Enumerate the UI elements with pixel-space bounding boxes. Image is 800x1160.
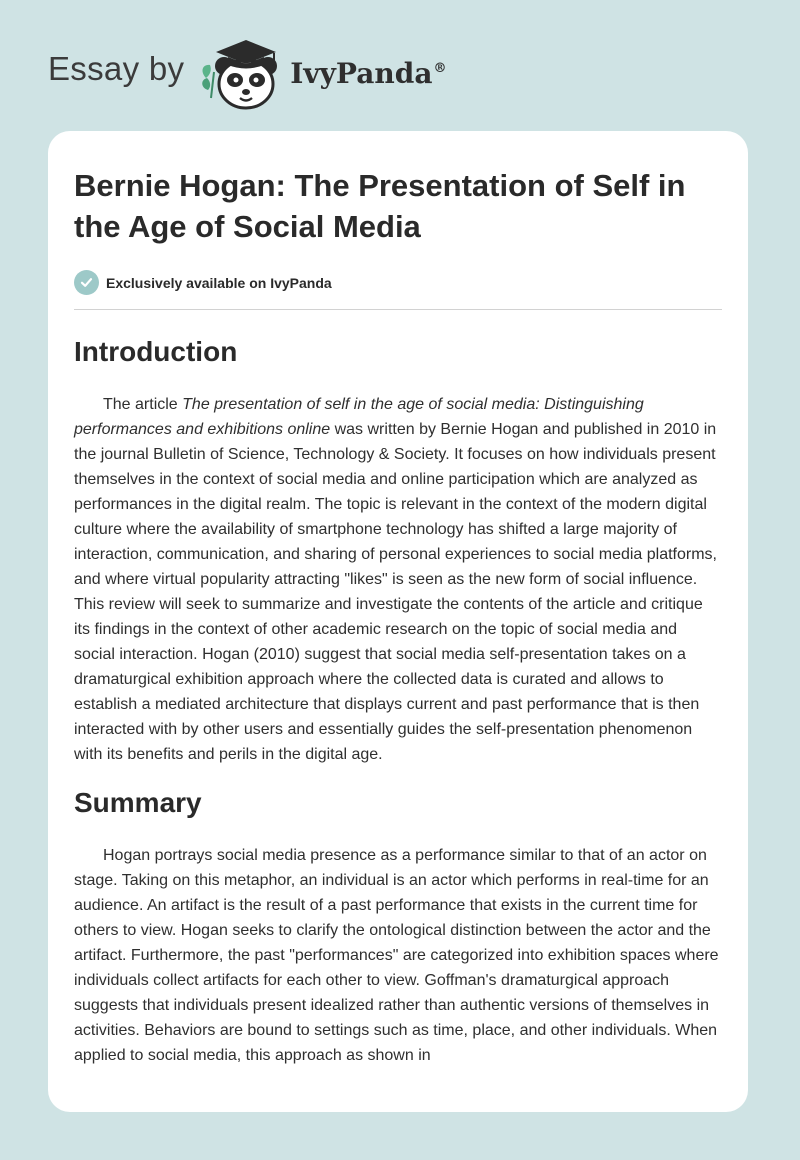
essay-title: Bernie Hogan: The Presentation of Self in the Age of Social Media — [74, 168, 686, 244]
section-heading-summary: Summary — [74, 787, 202, 818]
intro-lead-text: The article — [103, 396, 183, 413]
introduction-paragraph — [74, 392, 722, 767]
brand-name[interactable] — [290, 57, 446, 90]
section-heading-introduction: Introduction — [74, 336, 238, 367]
registered-mark: ® — [433, 61, 447, 77]
site-header — [48, 32, 446, 110]
title-divider — [74, 309, 722, 310]
check-icon — [74, 270, 99, 295]
article-citation-title: The presentation of self in the age of social media: Distinguishing performances and exhibitions online — [74, 396, 644, 438]
summary-paragraph: Hogan portrays social media presence as a performance similar to that of an actor on stage. Taking on this metaphor, an individual is an actor which performs in real-time for an audience. An artifact is the result of a past performance that exists in the current time for others to view. Hogan seeks to clarify the ontological distinction between the actor and the artifact. Furthermore, the past "performances" are categorized into exhibition spaces where individuals collect artifacts for each other to view. Goffman's dramaturgical approach suggests that individuals present idealized rather than authentic versions of themselves in activities. Behaviors are bound to settings such as time, place, and other individuals. When applied to social media, this approach as shown in — [74, 847, 719, 1064]
panda-logo-icon[interactable] — [198, 32, 286, 110]
brand-name-text: IvyPanda — [290, 56, 433, 90]
exclusive-badge — [74, 270, 722, 295]
essay-card — [48, 131, 748, 1112]
intro-rest-text: was written by Bernie Hogan and published in 2010 in the journal Bulletin of Science, Technology & Society. It focuses on how individuals present themselves in the context of social media and online participation which are analyzed as performances in the digital realm. The topic is relevant in the context of the modern digital culture where the availability of smartphone technology has shifted a large majority of interaction, communication, and sharing of personal experiences to social media platforms, and where virtual popularity attracting "likes" is seen as the new form of social influence. This review will seek to summarize and investigate the contents of the article and critique its findings in the context of other academic research on the topic of social media and social interaction. Hogan (2010) suggest that social media self-presentation takes on a dramaturgical exhibition approach where the collected data is curated and allows to establish a mediated architecture that displays current and past performance that is then interacted with by other users and essentially guides the self-presentation phenomenon with its benefits and perils in the digital age. — [74, 421, 717, 763]
exclusive-badge-text: Exclusively available on IvyPanda — [106, 274, 332, 291]
essay-by-label: Essay by — [48, 50, 185, 87]
